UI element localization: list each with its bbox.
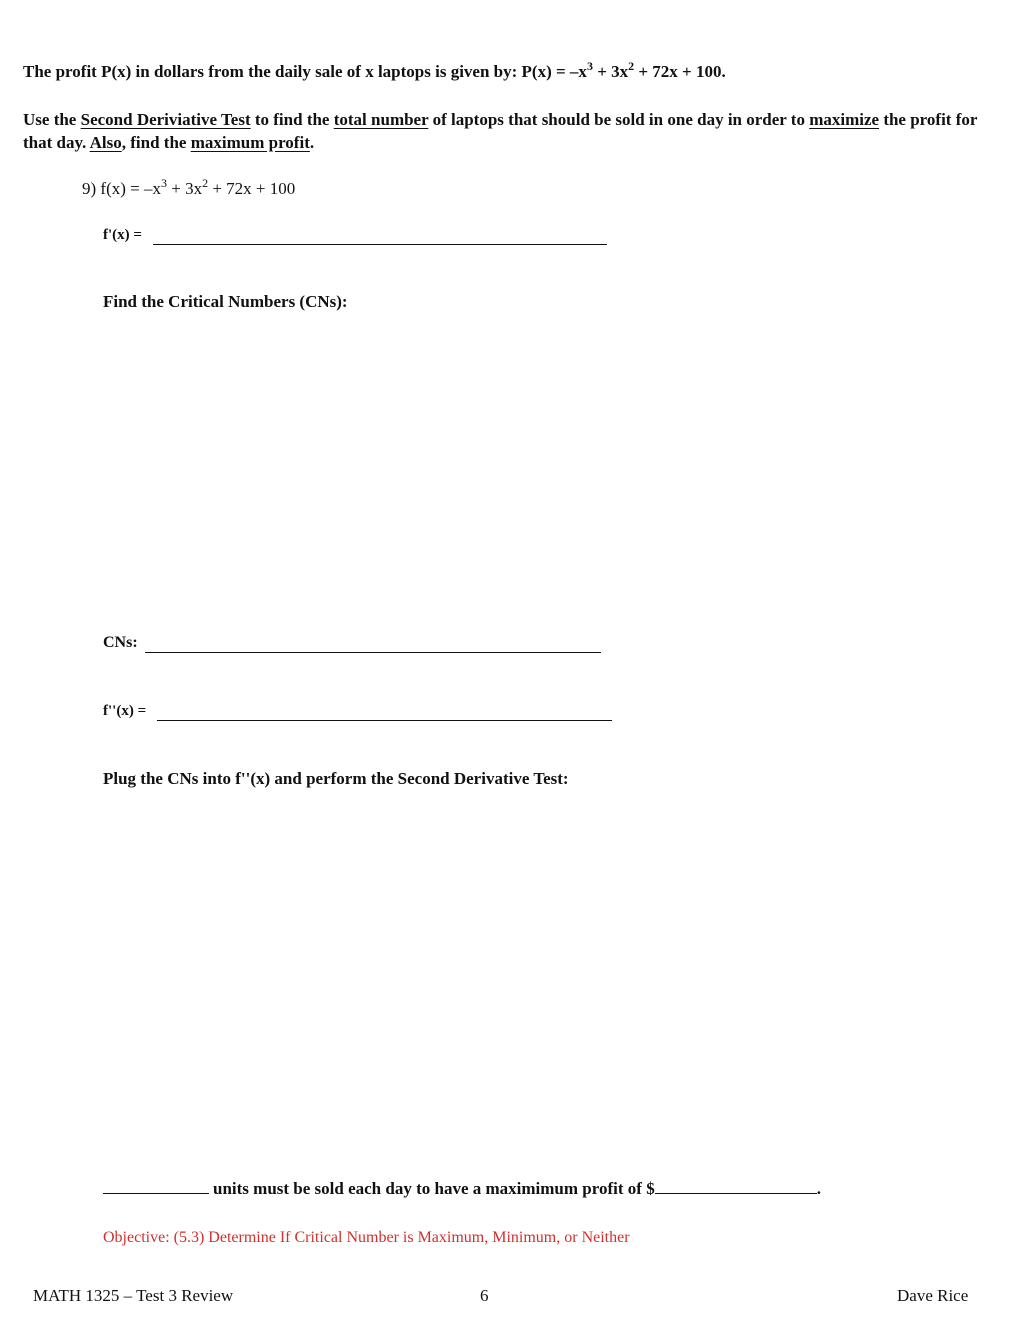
first-derivative-answer-line[interactable]	[153, 229, 607, 245]
profit-formula: $P(x) = -x^3 + 3x^2 + 72x + 100$.	[521, 59, 726, 81]
first-derivative-label: f'(x) =	[103, 227, 142, 243]
footer-author: Dave Rice	[897, 1286, 969, 1305]
underlined-also: Also	[89, 133, 122, 152]
problem-statement	[23, 59, 726, 82]
question-number: 9)	[82, 179, 97, 198]
underlined-maximum-profit: maximum profit	[190, 133, 310, 152]
instructions: Use the Second Deriviative Test to find the total number of laptops that should be sold in one day in order to maximize the profit for that day. Also, find the maximum profit.	[23, 110, 978, 152]
critical-numbers-answer-line[interactable]	[145, 637, 601, 653]
footer-course: MATH 1325 – Test 3 Review	[33, 1286, 234, 1305]
critical-numbers-heading: Find the Critical Numbers (CNs):	[103, 292, 348, 311]
objective-note: Objective: (5.3) Determine If Critical Number is Maximum, Minimum, or Neither	[103, 1229, 630, 1246]
second-derivative-answer-line[interactable]	[157, 705, 612, 721]
second-derivative-test-heading: Plug the CNs into f''(x) and perform the Second Derivative Test:	[103, 769, 569, 788]
underlined-second-derivative-test: Second Deriviative Test	[80, 110, 251, 129]
answer-sentence	[103, 1178, 821, 1199]
function-formula: $f(x) = -x^3 + 3x^2 + 72x + 100$	[100, 176, 296, 198]
critical-numbers-label: CNs:	[103, 634, 138, 651]
underlined-total-number: total number	[333, 110, 429, 129]
problem-intro: The profit P(x) in dollars from the daily sale of x laptops is given by:	[23, 62, 518, 81]
answer-sentence-text: units must be sold each day to have a maximimum profit of $	[213, 1179, 655, 1198]
underlined-maximize: maximize	[809, 110, 880, 129]
units-answer-line[interactable]	[103, 1178, 209, 1194]
answer-period: .	[816, 1179, 821, 1198]
question-function	[82, 176, 296, 199]
profit-answer-line[interactable]	[655, 1178, 817, 1194]
footer-page-number: 6	[480, 1286, 489, 1305]
second-derivative-label: f''(x) =	[103, 703, 147, 719]
